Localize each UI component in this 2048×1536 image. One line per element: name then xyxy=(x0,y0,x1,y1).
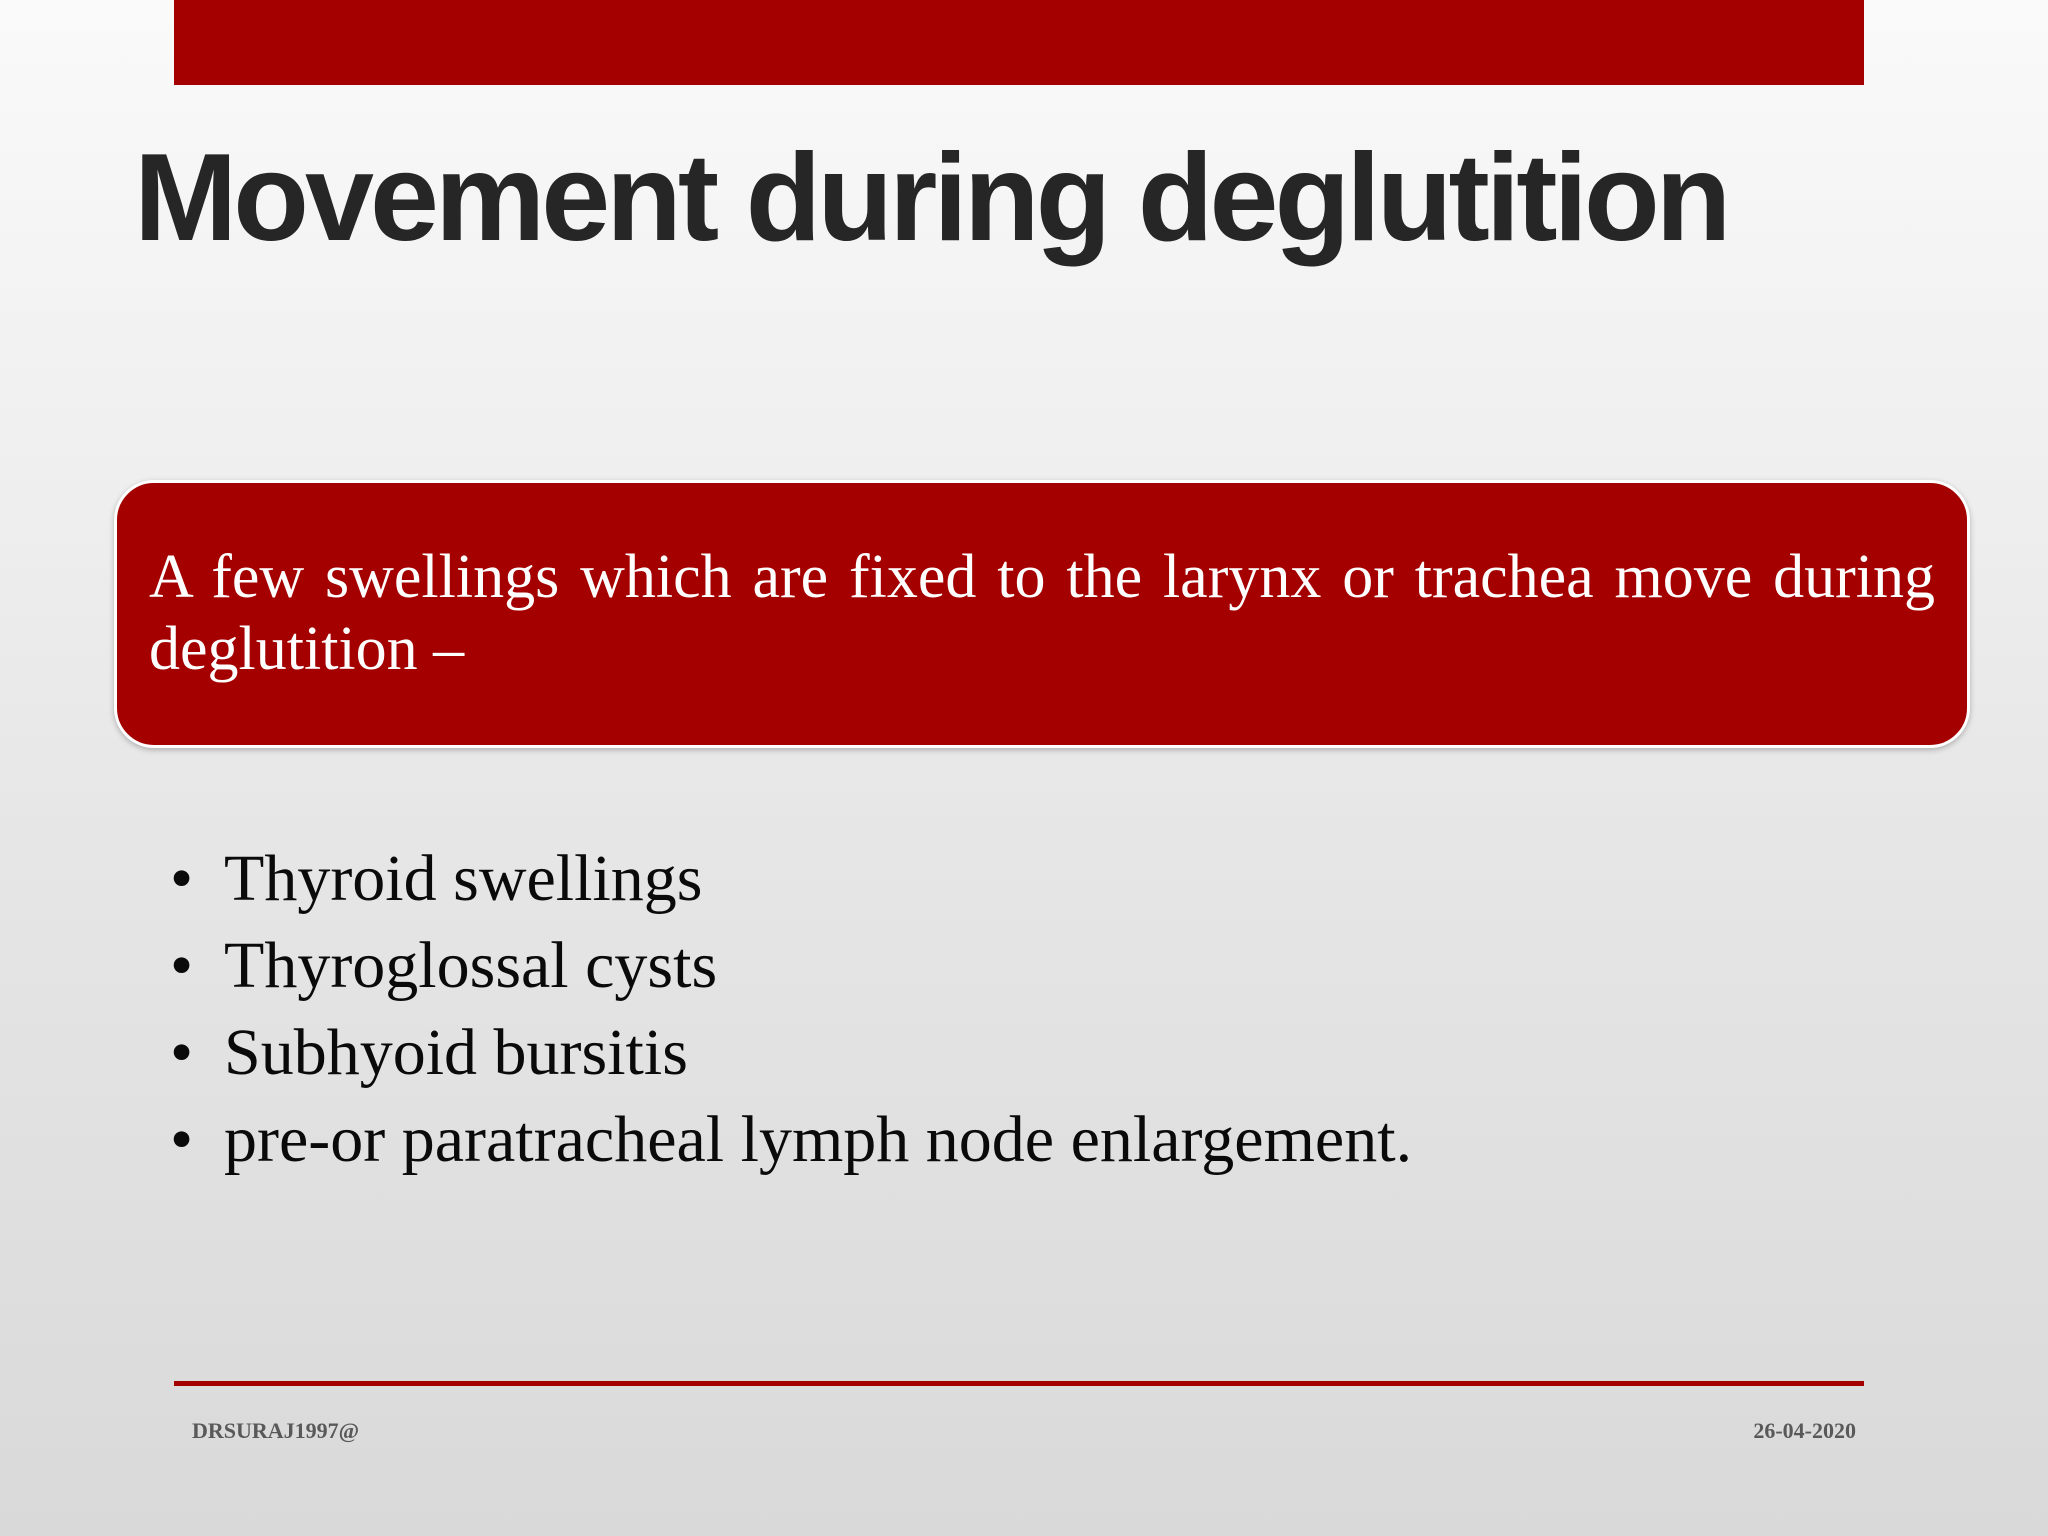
slide-title: Movement during deglutition xyxy=(134,129,1728,267)
top-accent-bar xyxy=(174,0,1864,85)
callout-box xyxy=(114,480,1970,748)
bullet-icon: • xyxy=(170,1016,194,1089)
footer-author: DRSURAJ1997@ xyxy=(192,1418,360,1443)
bullet-icon: • xyxy=(170,842,194,915)
bullet-text: Thyroid swellings xyxy=(224,842,703,915)
bullet-item xyxy=(170,1009,1870,1096)
bullet-list xyxy=(170,835,1870,1183)
bullet-item xyxy=(170,835,1870,922)
bullet-text: Thyroglossal cysts xyxy=(224,929,718,1002)
bullet-item xyxy=(170,1096,1870,1183)
footer-date: 26-04-2020 xyxy=(1753,1418,1856,1443)
bullet-text: pre-or paratracheal lymph node enlargement. xyxy=(224,1103,1413,1176)
bullet-item xyxy=(170,922,1870,1009)
footer-divider xyxy=(174,1381,1864,1386)
bullet-icon: • xyxy=(170,929,194,1002)
callout-text: A few swellings which are fixed to the larynx or trachea move during deglutition – xyxy=(149,543,1935,683)
bullet-icon: • xyxy=(170,1103,194,1176)
bullet-text: Subhyoid bursitis xyxy=(224,1016,688,1089)
